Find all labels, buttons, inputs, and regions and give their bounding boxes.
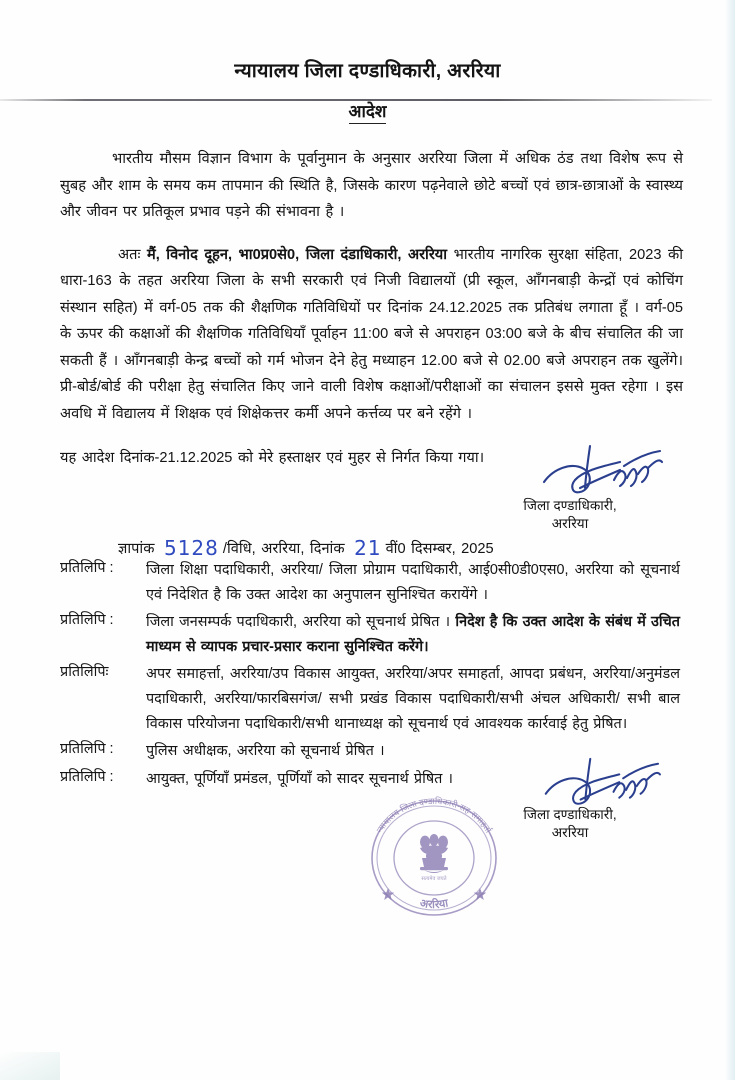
copy-label: प्रतिलिपि : bbox=[60, 560, 114, 576]
copy-text bbox=[146, 739, 680, 764]
memo-dept: /विधि, अररिया, दिनांक bbox=[222, 541, 345, 557]
issuing-authority-name: मैं, विनोद दूहन, भा0प्र0से0, जिला दंडाधिकारी, अररिया bbox=[146, 246, 448, 263]
signature-bottom-district: अररिया bbox=[551, 825, 589, 841]
memo-day-handwritten: 21 bbox=[354, 536, 382, 560]
seal-motto: सत्यमेव जयते bbox=[421, 876, 447, 882]
svg-text:न्यायालय जिला दण्डाधिकारी-सह-स bbox=[374, 796, 494, 835]
seal-bottom-text: अररिया bbox=[418, 897, 450, 912]
para2-lead: अतः bbox=[118, 246, 147, 263]
ashoka-emblem-icon bbox=[420, 834, 448, 873]
memo-number-handwritten: 5128 bbox=[163, 536, 219, 560]
signature-block-top bbox=[500, 497, 640, 534]
copy-distribution-list bbox=[60, 558, 680, 794]
document-body bbox=[60, 146, 683, 427]
svg-text:अररिया bbox=[419, 897, 450, 911]
order-heading-container bbox=[0, 99, 735, 124]
copy-text bbox=[146, 610, 680, 660]
copy-text-plain: पुलिस अधीक्षक, अररिया को सूचनार्थ प्रेषित । bbox=[146, 743, 385, 760]
signature-top-district: अररिया bbox=[551, 516, 589, 532]
para2-rest: भारतीय नागरिक सुरक्षा संहिता, 2023 की धारा-163 के तहत अररिया जिला के सभी सरकारी एवं निजी विद्यालयों (प्री स्कूल, आँगनबाड़ी केन्द्रों एवं कोचिंग संस्थान सहित) में वर्ग-05 तक की शैक्षणिक गतिविधियों पर दिनांक 24.12.2025 तक प्रतिबंध लगाता हूँ । वर्ग-05 के ऊपर की कक्षाओं की शैक्षणिक गतिविधियाँ पूर्वाहन 11:00 बजे से अपराहन 03:00 बजे के बीच संचालित की जा सकती हैं । आँगनबाड़ी केन्द्र बच्चों को गर्म भोजन देने हेतु मध्याहन 12.00 बजे से 02.00 बजे अपराहन तक खुलेंगे। प्री-बोर्ड/बोर्ड की परीक्षा हेतु संचालित किए जाने वाली विशेष कक्षाओं/परीक्षाओं का संचालन इससे मुक्त रहेगा । इस अवधि में विद्यालय में शिक्षक एवं शिक्षेकत्तर कर्मी अपने कर्त्तव्य पर बने रहेंगे । bbox=[60, 246, 683, 422]
copy-text bbox=[146, 767, 680, 792]
official-seal-stamp bbox=[358, 796, 510, 918]
paragraph-order-directive bbox=[60, 242, 683, 428]
copy-label: प्रतिलिपि : bbox=[60, 768, 114, 785]
copy-label: प्रतिलिपिः bbox=[60, 664, 109, 681]
copy-label: प्रतिलिपि : bbox=[60, 741, 114, 758]
page-title: न्यायालय जिला दण्डाधिकारी, अररिया bbox=[234, 60, 501, 82]
list-item bbox=[60, 662, 680, 737]
memo-suffix: वीं0 दिसम्बर, 2025 bbox=[385, 541, 494, 557]
signature-bottom-designation: जिला दण्डाधिकारी, bbox=[523, 807, 617, 822]
list-item bbox=[60, 767, 680, 792]
order-heading: आदेश bbox=[349, 99, 387, 124]
list-item bbox=[60, 558, 680, 608]
scan-edge-artifact bbox=[0, 1052, 60, 1080]
copy-text bbox=[146, 558, 680, 608]
memo-label: ज्ञापांक bbox=[118, 541, 155, 557]
list-item bbox=[60, 610, 680, 660]
copy-label: प्रतिलिपि : bbox=[60, 612, 114, 629]
issue-statement: यह आदेश दिनांक-21.12.2025 को मेरे हस्ताक्षर एवं मुहर से निर्गत किया गया। bbox=[60, 450, 485, 467]
paragraph-weather-advisory: भारतीय मौसम विज्ञान विभाग के पूर्वानुमान के अनुसार अररिया जिला में अधिक ठंड तथा विशेष रूप से सुबह और शाम के समय कम तापमान की स्थिति है, जिसके कारण पढ़नेवाले छोटे बच्चों एवं छात्र-छात्राओं के स्वास्थ्य और जीवन पर प्रतिकूल प्रभाव पड़ने की संभावना है । bbox=[60, 151, 683, 221]
seal-star-icon bbox=[382, 888, 486, 900]
signature-block-bottom bbox=[500, 806, 640, 843]
copy-text bbox=[146, 662, 680, 737]
copy-text-plain: अपर समाहर्त्ता, अररिया/उप विकास आयुक्त, अररिया/अपर समाहर्ता, आपदा प्रबंधन, अररिया/अनुमंडल पदाधिकारी, अररिया/फारबिसगंज/ सभी प्रखंड विकास पदाधिकारी/सभी अंचल अधिकारी/ सभी बाल विकास परियोजना पदाधिकारी/सभी थानाध्यक्ष को सूचनार्थ एवं आवश्यक कार्रवाई हेतु प्रेषित। bbox=[146, 666, 680, 733]
memo-line bbox=[118, 536, 494, 560]
copy-text-plain: आयुक्त, पूर्णियाँ प्रमंडल, पूर्णियाँ को सादर सूचनार्थ प्रेषित । bbox=[146, 770, 453, 787]
signature-top-designation: जिला दण्डाधिकारी, bbox=[523, 498, 617, 513]
seal-arc-text: न्यायालय जिला दण्डाधिकारी-सह-समाहर्ता bbox=[374, 796, 494, 835]
list-item bbox=[60, 739, 680, 764]
document-header bbox=[0, 0, 735, 83]
copy-text-bold: निदेश है कि उक्त आदेश के संबंध में उचित माध्यम से व्यापक प्रचार-प्रसार कराना सुनिश्चित करेंगे। bbox=[146, 614, 680, 656]
copy-text-plain: जिला शिक्षा पदाधिकारी, अररिया/ जिला प्रोग्राम पदाधिकारी, आई0सी0डी0एस0, अररिया को सूचनार्थ एवं निदेशित है कि उक्त आदेश का अनुपालन सुनिश्चित करायेंगे । bbox=[146, 562, 680, 604]
copy-text-plain: जिला जनसम्पर्क पदाधिकारी, अररिया को सूचनार्थ प्रेषित । bbox=[146, 614, 456, 631]
header-divider bbox=[0, 99, 712, 101]
